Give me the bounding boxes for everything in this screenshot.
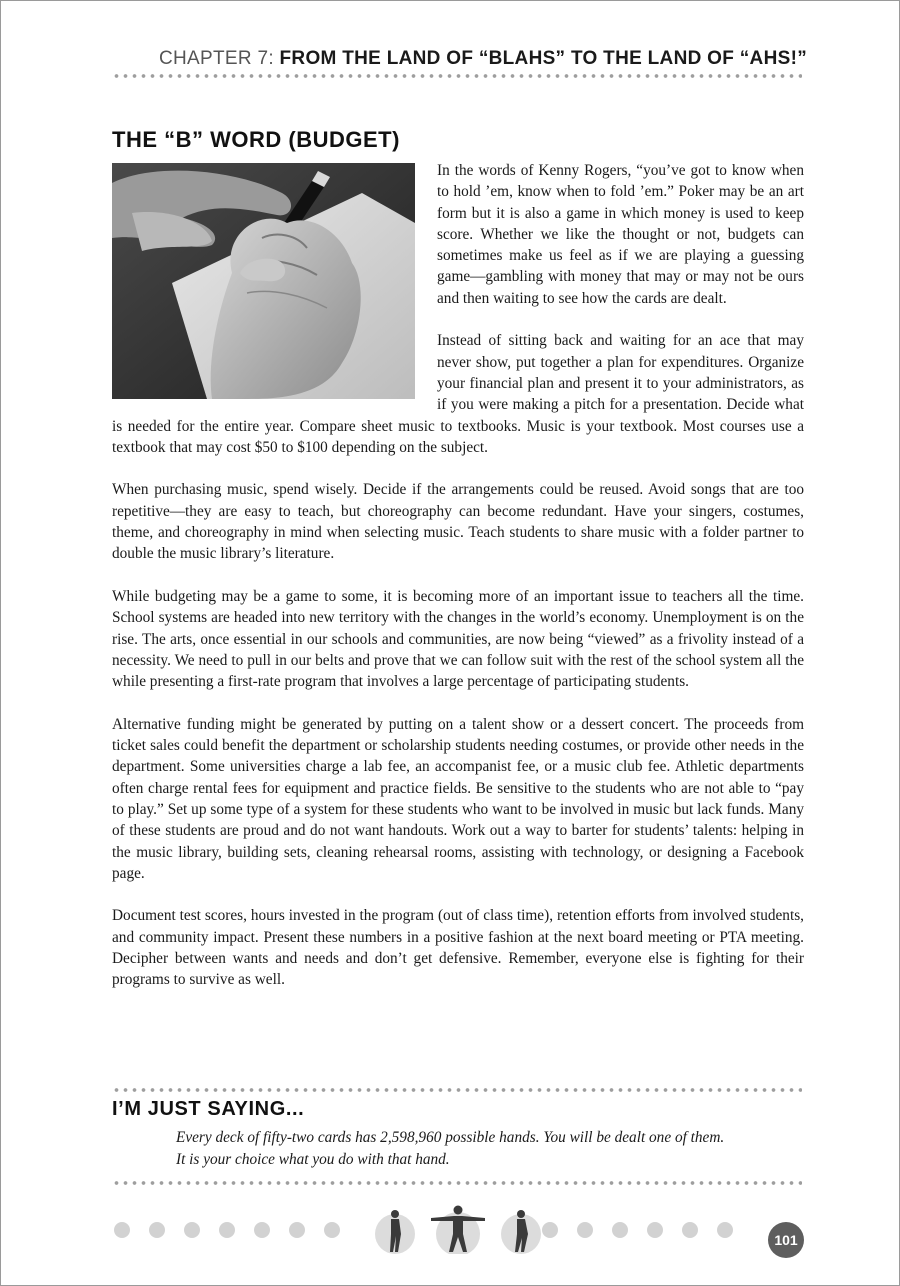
running-head — [159, 48, 807, 70]
dancer-silhouettes-icon — [105, 1204, 805, 1254]
paragraph-3: When purchasing music, spend wisely. Decide if the arrangements could be reused. Avoid songs that are too repetitive—they are easy to teach, but choreography can become redundant. Have your singers, costumes, theme, and choreography in mind when selecting music. Teach students to share music with a folder partner to double the music library’s literature. — [112, 481, 804, 563]
page-number: 101 — [768, 1222, 804, 1258]
aside-title: I’M JUST SAYING... — [112, 1098, 305, 1120]
aside-bottom-dotted-rule — [112, 1180, 802, 1186]
aside-top-dotted-rule — [112, 1087, 802, 1093]
chapter-title: FROM THE LAND OF “BLAHS” TO THE LAND OF “AHS!” — [279, 48, 807, 69]
section-title: THE “B” WORD (BUDGET) — [112, 127, 400, 152]
paragraph-2: Instead of sitting back and waiting for an ace that may never show, put together a plan for expenditures. Organize your financial plan and present it to your administrators, as if you were making a pitch for a presentation. Decide what is needed for the entire year. Compare sheet music to textbooks. Music is your textbook. Most courses use a textbook that may cost $50 to $100 depending on the subject. — [112, 332, 804, 456]
paragraph-4: While budgeting may be a game to some, it is becoming more of an important issue to teachers all the time. School systems are headed into new territory with the changes in the world’s economy. Unemployment is on the rise. The arts, once essential in our schools and communities, are now being “viewed” as a frivolity instead of a necessity. We need to pull in our belts and prove that we can follow suit with the rest of the school system all the while presenting a first-rate program that involves a large percentage of participating students. — [112, 587, 804, 691]
chapter-label: CHAPTER 7: — [159, 48, 274, 69]
paragraph-1: In the words of Kenny Rogers, “you’ve got to know when to hold ’em, know when to fold ’em.” Poker may be an art form but it is also a game in which money is used to keep score. Whether we like the thought or not, budgets can sometimes make us feel as if we are playing a guessing game—gambling with money that may or may not be ours and then waiting to see how the cards are dealt. — [437, 162, 804, 307]
footer-dot-row — [114, 1222, 733, 1238]
aside-quote-line-1: Every deck of fifty-two cards has 2,598,960 possible hands. You will be dealt one of them. — [176, 1129, 725, 1146]
photo-wrap-spacer — [112, 160, 437, 400]
aside-quote-line-2: It is your choice what you do with that hand. — [176, 1151, 450, 1168]
body-text — [112, 160, 804, 1012]
aside-quote — [176, 1127, 806, 1171]
header-dotted-rule — [112, 73, 802, 79]
paragraph-5: Alternative funding might be generated by putting on a talent show or a dessert concert. The proceeds from ticket sales could benefit the department or scholarship students needing costumes, or provide other needs in the department. Some universities charge a lab fee, an accompanist fee, or a music club fee. Athletic departments often charge rental fees for equipment and practice fields. Be sensitive to the students who are not able to “pay to play.” Set up some type of a system for these students who want to be involved in music but lack funds. Many of these students are proud and do not want handouts. Work out a way to barter for students’ talents: helping in the music library, building sets, cleaning rehearsal rooms, assisting with technology, or designing a Facebook page. — [112, 715, 804, 882]
paragraph-6: Document test scores, hours invested in the program (out of class time), retention efforts from involved students, and community impact. Present these numbers in a positive fashion at the next board meeting or PTA meeting. Decipher between wants and needs and don’t get defensive. Remember, everyone else is fighting for their programs to survive as well. — [112, 907, 804, 989]
